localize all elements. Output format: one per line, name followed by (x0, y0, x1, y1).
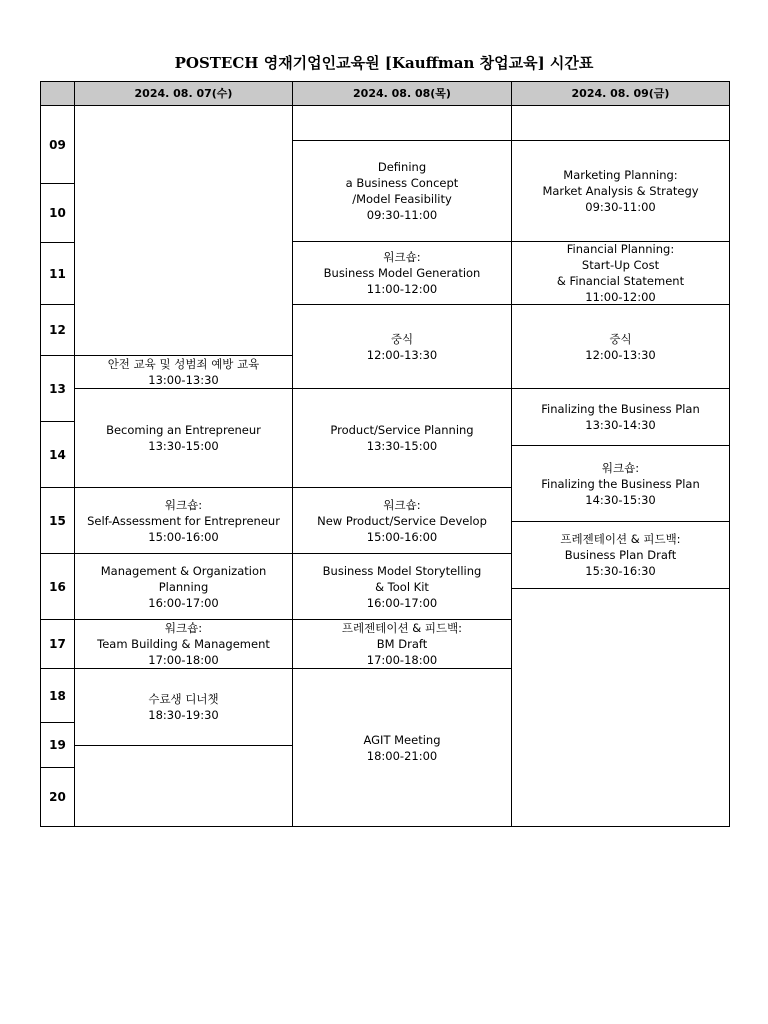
day2-empty-morning (292, 105, 512, 141)
session-title: Management & Organization (100, 563, 267, 578)
hour-label: 16 (40, 553, 75, 620)
session-label: 워크숍: (164, 497, 203, 512)
session-title: Business Model Generation (323, 266, 481, 280)
session-time: 11:00-12:00 (366, 282, 438, 296)
session-title: 중식 (390, 331, 414, 346)
session-title: Business Model Storytelling (322, 563, 482, 578)
hour-label: 19 (40, 722, 75, 768)
session-title: /Model Feasibility (352, 192, 452, 206)
session-label: 워크숍: (601, 460, 640, 475)
session-time: 13:00-13:30 (148, 373, 219, 387)
session-title: Finalizing the Business Plan (541, 476, 700, 491)
session-label: 프레젠테이션 & 피드백: (560, 532, 681, 546)
header-day-1: 2024. 08. 07(수) (74, 81, 293, 106)
header-corner (40, 81, 75, 106)
session-label: 워크숍: (383, 497, 421, 512)
session-time: 17:00-18:00 (148, 653, 219, 667)
session-title: & Tool Kit (375, 579, 429, 594)
session-title: BM Draft (376, 637, 428, 651)
hour-label: 14 (40, 421, 75, 488)
day1-empty-evening (74, 745, 293, 827)
session-title: 중식 (609, 331, 632, 346)
session-time: 17:00-18:00 (366, 653, 438, 667)
hour-label: 13 (40, 355, 75, 422)
session-time: 09:30-11:00 (366, 208, 438, 222)
day1-self-assessment-session (74, 487, 293, 554)
session-time: 12:00-13:30 (585, 347, 656, 362)
session-time: 09:30-11:00 (585, 200, 656, 214)
session-label: 워크숍: (383, 250, 421, 264)
hour-label: 11 (40, 242, 75, 305)
day2-agit-session (292, 668, 512, 827)
session-title: Becoming an Entrepreneur (106, 423, 261, 437)
session-time: 18:30-19:30 (148, 708, 219, 722)
session-time: 13:30-15:00 (366, 439, 438, 453)
day1-dinner-session (74, 668, 293, 746)
hour-label: 09 (40, 105, 75, 184)
timetable (40, 81, 730, 827)
session-title: Defining (377, 160, 427, 174)
day2-storytelling-session (292, 553, 512, 620)
day1-entrepreneur-session (74, 388, 293, 488)
day2-concept-session (292, 140, 512, 242)
day3-financial-session (511, 241, 730, 305)
day3-empty-morning (511, 105, 730, 141)
day3-lunch-session (511, 304, 730, 389)
session-title: Start-Up Cost (581, 258, 660, 272)
day3-empty-evening (511, 588, 730, 827)
session-title: Financial Planning: (566, 242, 675, 256)
session-title: & Financial Statement (556, 274, 685, 288)
session-title: Finalizing the Business Plan (541, 402, 700, 416)
session-title: Market Analysis & Strategy (542, 184, 699, 198)
session-title: a Business Concept (345, 176, 459, 190)
session-label: 프레젠테이션 & 피드백: (341, 621, 463, 635)
hour-label: 18 (40, 668, 75, 723)
session-title: Self-Assessment for Entrepreneur (87, 513, 280, 528)
session-title: Team Building & Management (97, 637, 270, 651)
session-title: 안전 교육 및 성범죄 예방 교육 (107, 357, 260, 371)
day3-finalizing-workshop-session (511, 445, 730, 522)
hour-label: 17 (40, 619, 75, 669)
session-time: 15:00-16:00 (148, 529, 219, 544)
session-time: 12:00-13:30 (366, 347, 438, 362)
session-title: Marketing Planning: (563, 168, 678, 182)
page-title: POSTECH 영재기업인교육원 [Kauffman 창업교육] 시간표 (174, 54, 594, 72)
session-title: New Product/Service Develop (317, 513, 487, 528)
session-title: Planning (158, 579, 209, 594)
hour-label: 12 (40, 304, 75, 356)
day1-safety-session (74, 355, 293, 389)
day1-team-building-session (74, 619, 293, 669)
header-day-2: 2024. 08. 08(목) (292, 81, 512, 106)
hour-label: 10 (40, 183, 75, 243)
session-title: 수료생 디너챗 (148, 692, 219, 706)
day2-lunch-session (292, 304, 512, 389)
day1-management-session (74, 553, 293, 620)
day2-product-session (292, 388, 512, 488)
session-time: 16:00-17:00 (148, 595, 219, 610)
session-time: 13:30-15:00 (148, 439, 219, 453)
hour-label: 15 (40, 487, 75, 554)
session-time: 15:00-16:00 (366, 529, 438, 544)
day3-marketing-session (511, 140, 730, 242)
day2-new-product-session (292, 487, 512, 554)
session-title: AGIT Meeting (363, 732, 441, 747)
day3-bp-draft-session (511, 521, 730, 589)
day2-bm-draft-session (292, 619, 512, 669)
session-time: 14:30-15:30 (585, 492, 656, 507)
session-label: 워크숍: (164, 621, 203, 635)
session-title: Product/Service Planning (330, 423, 474, 437)
session-time: 13:30-14:30 (585, 418, 656, 432)
session-time: 11:00-12:00 (585, 290, 656, 304)
day2-bm-generation-session (292, 241, 512, 305)
day1-empty-morning (74, 105, 293, 356)
session-time: 15:30-16:30 (585, 564, 656, 578)
session-time: 16:00-17:00 (366, 595, 438, 610)
session-title: Business Plan Draft (564, 548, 677, 562)
day3-finalizing-session (511, 388, 730, 446)
header-day-3: 2024. 08. 09(금) (511, 81, 730, 106)
session-time: 18:00-21:00 (366, 748, 438, 763)
hour-label: 20 (40, 767, 75, 827)
